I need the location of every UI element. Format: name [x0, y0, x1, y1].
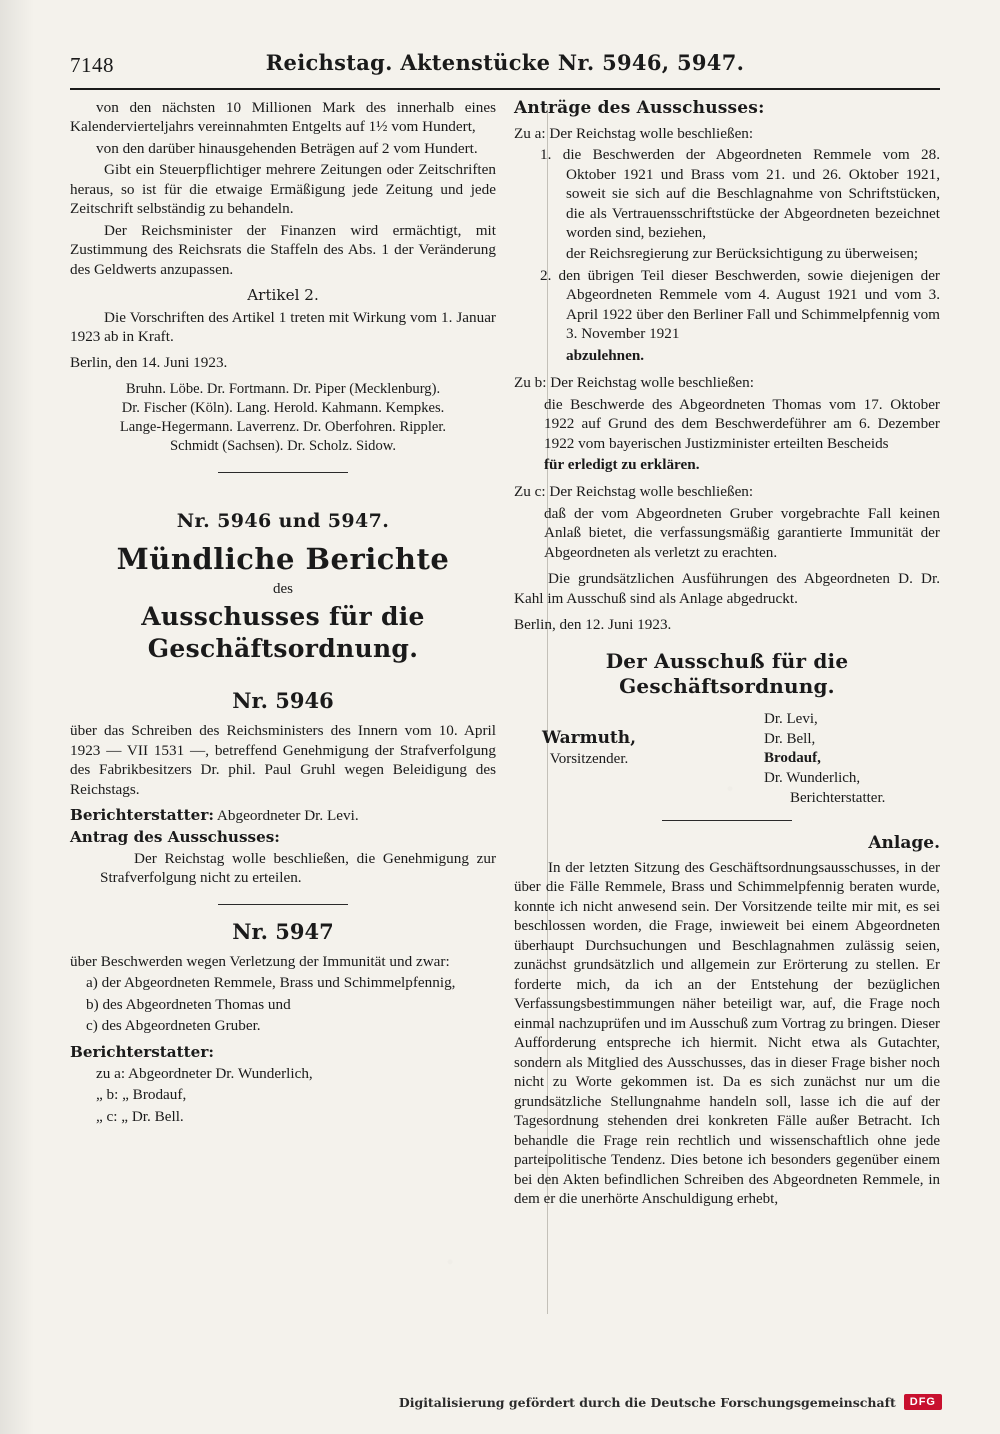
reporter-signature-name: Dr. Wunderlich, [764, 770, 861, 787]
document-title-main: Mündliche Berichte [116, 542, 450, 577]
signature-line: Schmidt (Sachsen). Dr. Scholz. Sidow. [169, 437, 397, 454]
zu-a-lead: Zu a: Der Reichstag wolle beschließen: [514, 124, 754, 142]
signature-line: Bruhn. Löbe. Dr. Fortmann. Dr. Piper (Mecklenburg). [125, 380, 441, 397]
digitization-footer [399, 1394, 942, 1410]
left-place-date: Berlin, den 14. Juni 1923. [70, 354, 228, 372]
nr-5947-reporter-c: „ c: „ Dr. Bell. [96, 1107, 184, 1125]
body-columns [70, 98, 940, 1354]
document-number-line: Nr. 5946 und 5947. [176, 509, 390, 532]
zu-a-item-2-sub: abzulehnen. [566, 346, 645, 364]
zu-a-item-1: 1. die Beschwerden der Abgeordneten Remmele vom 28. Oktober 1921 und Brass vom 21. und 26. Oktober 1921, soweit sie sich auf die Beschlagnahme von Schriftstücken, die als Vertrauensschriftstücke der Abgeordneten bezeichnet worden sind, beziehen, [540, 146, 940, 242]
signature-line: Dr. Fischer (Köln). Lang. Herold. Kahmann. Kempkes. [121, 399, 445, 416]
zu-b-lead: Zu b: Der Reichstag wolle beschließen: [514, 374, 754, 392]
chairman-name: Warmuth, [542, 727, 637, 748]
left-para-4: Der Reichsminister der Finanzen wird ermächtigt, mit Zustimmung des Reichsrats die Staffeln des Abs. 1 der Veränderung des Geldwerts anzupassen. [70, 221, 496, 278]
reporter-signatures [764, 710, 885, 809]
zu-b-body: die Beschwerde des Abgeordneten Thomas vom 17. Oktober 1922 auf Grund des dem Beschwerdeführer am 6. Dezember 1922 vom bayerischen Justizminister erteilten Bescheids [544, 395, 940, 452]
left-column [70, 98, 496, 1354]
nr-5947-reporter-b: „ b: „ Brodauf, [96, 1086, 187, 1104]
footer-text: Digitalisierung gefördert durch die Deutsche Forschungsgemeinschaft [398, 1394, 896, 1410]
left-para-1: von den nächsten 10 Millionen Mark des innerhalb eines Kalendervierteljahrs vereinnahmten Entgelts auf 1½ vom Hundert, [70, 99, 496, 136]
nr-5947-item-a: a) der Abgeordneten Remmele, Brass und Schimmelpfennig, [86, 974, 456, 992]
nr-5947-heading: Nr. 5947 [232, 918, 334, 944]
left-para-2: von den darüber hinausgehenden Beträgen auf 2 vom Hundert. [96, 139, 478, 157]
page-header [70, 48, 940, 84]
reporter-signature-name: Brodauf, [764, 750, 821, 767]
zu-c-lead: Zu c: Der Reichstag wolle beschließen: [514, 483, 754, 501]
reporter-signature-name: Dr. Bell, [764, 730, 816, 747]
zu-a-item-2: 2. den übrigen Teil dieser Beschwerden, sowie diejenigen der Abgeordneten Remmele vom 4. August 1921 und vom 3. April 1922 über den Berliner Fall und Schimmelpfennig vom 3. November 1921 [540, 266, 940, 343]
nr-5946-body: über das Schreiben des Reichsministers des Innern vom 10. April 1923 — VII 1531 —, betreffend Genehmigung der Strafverfolgung des Fabrikbesitzers Dr. phil. Paul Gruhl wegen Beleidigung des Reichstags. [70, 722, 496, 798]
artikel-2-text: Die Vorschriften des Artikel 1 treten mit Wirkung vom 1. Januar 1923 ab in Kraft. [70, 308, 496, 345]
motions-heading: Anträge des Ausschusses: [514, 98, 765, 118]
artikel-2-heading: Artikel 2. [247, 286, 319, 305]
left-para-3: Gibt ein Steuerpflichtiger mehrere Zeitungen oder Zeitschriften heraus, so ist für die etwaige Ermäßigung jede Zeitung und jede Zeitschrift selbständig zu behandeln. [70, 161, 496, 218]
nr-5947-body: über Beschwerden wegen Verletzung der Immunität und zwar: [70, 952, 450, 970]
right-place-date: Berlin, den 12. Juni 1923. [514, 616, 672, 634]
signature-line: Lange-Hegermann. Laverrenz. Dr. Oberfohren. Rippler. [119, 418, 447, 435]
reporter-value: Abgeordneter Dr. Levi. [216, 807, 359, 825]
signature-list [70, 380, 496, 456]
nr-5947-item-b: b) des Abgeordneten Thomas und [86, 995, 291, 1013]
chairman-signature [542, 728, 636, 769]
nr-5946-heading: Nr. 5946 [232, 688, 334, 714]
document-title-connector: des [273, 581, 293, 598]
dfg-logo: DFG [904, 1394, 942, 1410]
chairman-role: Vorsitzender. [549, 750, 629, 767]
nr-5947-reporter-label: Berichterstatter: [70, 1042, 214, 1061]
right-closing-note: Die grundsätzlichen Ausführungen des Abgeordneten D. Dr. Kahl im Ausschuß sind als Anlage abgedruckt. [514, 570, 940, 607]
anlage-body: In der letzten Sitzung des Geschäftsordnungsausschusses, in der über die Fälle Remmele, Brass und Schimmelpfennig beraten wurde, konnte ich nicht anwesend sein. Der Vorsitzende teilte mir mit, es sei beschlossen worden, die Frage, inwieweit bei einem Abgeordneten überhaupt Durchsuchungen und Beschlagnahmen zulässig seien, zunächst grundsätzlich und allgemein zur Erörterung zu stellen. Er forderte mich, da ich an der Entstehung der bezüglichen Verfassungsbestimmungen näher beteiligt war, auf, die Frage noch einmal nachzuprüfen und im Ausschuß zum Vortrag zu bringen. Dieser Aufforderung entspreche ich hiermit. Nicht etwa als Gutachter, sondern als Mitglied des Ausschusses, das in dieser Frage bisher noch nicht zu Worte gekommen ist. Da es sich zunächst nur um die grundsätzliche Stellungnahme handeln soll, lasse ich die auf der Tagesordnung stehenden drei konkreten Fälle außer Betracht. Ich behandle die Frage rein rechtlich und wissenschaftlich ohne jede parteipolitische Tendenz. Dies betone ich besonders gegenüber einem bei den Akten befindlichen Schreiben des Abgeordneten Remmele, in dem er die unerhörte Anschuldigung erhebt, [514, 859, 941, 1208]
section-divider [218, 472, 348, 473]
zu-a-item-1-sub: der Reichsregierung zur Berücksichtigung zu überweisen; [566, 245, 919, 263]
reporter-signature-name: Dr. Levi, [764, 710, 818, 727]
reporter-signature-role: Berichterstatter. [790, 790, 886, 806]
page-edge-shading [0, 0, 34, 1434]
nr-5946-motion-label: Antrag des Ausschusses: [70, 827, 280, 846]
anlage-divider [662, 820, 792, 821]
zu-c-body: daß der vom Abgeordneten Gruber vorgebrachte Fall keinen Anlaß bietet, die verfassungsmäßig garantierte Immunität der Abgeordneten als verletzt zu erachten. [544, 504, 940, 561]
reporter-label: Berichterstatter: [70, 806, 214, 825]
anlage-label: Anlage. [868, 832, 940, 853]
zu-b-sub: für erledigt zu erklären. [544, 456, 700, 473]
nr-5946-reporter [70, 806, 496, 825]
running-head-title: Reichstag. Aktenstücke Nr. 5946, 5947. [265, 50, 745, 75]
right-column [514, 98, 940, 1354]
folio-number: 7148 [70, 53, 114, 77]
committee-signatures [514, 710, 940, 806]
nr-5946-motion-text: Der Reichstag wolle beschließen, die Genehmigung zur Strafverfolgung nicht zu erteilen. [100, 849, 496, 887]
committee-line: Der Ausschuß für die Geschäftsordnung. [605, 648, 849, 699]
nr-5947-item-c: c) des Abgeordneten Gruber. [86, 1017, 261, 1035]
document-title-committee: Ausschusses für die Geschäftsordnung. [141, 602, 425, 664]
section-divider-2 [218, 904, 348, 905]
header-rule [70, 88, 940, 90]
nr-5947-reporter-a: zu a: Abgeordneter Dr. Wunderlich, [96, 1065, 313, 1083]
